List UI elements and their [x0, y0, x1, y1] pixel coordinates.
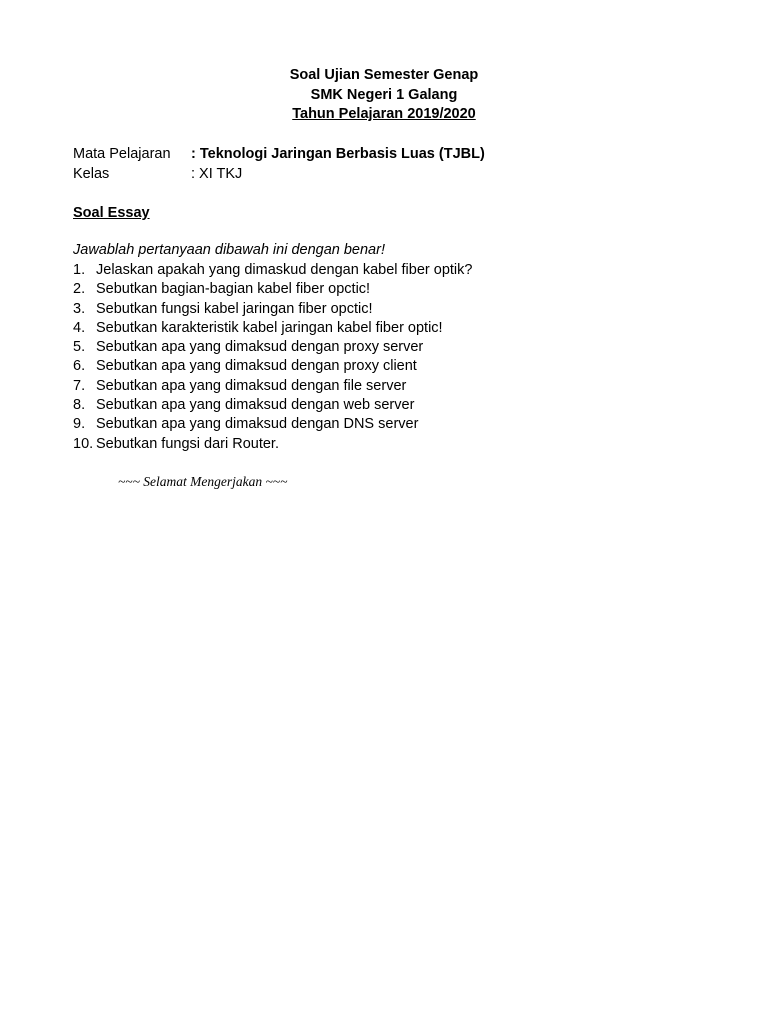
question-number: 6.	[73, 358, 86, 375]
question-item	[73, 415, 472, 434]
question-text: Sebutkan apa yang dimaksud dengan proxy client	[96, 358, 417, 375]
question-text: Sebutkan apa yang dimaksud dengan proxy server	[96, 339, 424, 356]
question-number: 5.	[73, 339, 86, 356]
question-number: 1.	[73, 262, 86, 278]
question-item	[73, 261, 472, 280]
question-text: Sebutkan fungsi dari Router.	[96, 435, 279, 452]
class-row	[73, 164, 485, 184]
question-item	[73, 435, 472, 454]
class-label: Kelas	[73, 166, 110, 182]
question-number: 4.	[73, 319, 86, 336]
academic-year: Tahun Pelajaran 2019/2020	[292, 106, 476, 122]
question-list	[73, 261, 472, 454]
subject-value: : Teknologi Jaringan Berbasis Luas (TJBL)	[191, 146, 485, 162]
question-text: Sebutkan apa yang dimaksud dengan file server	[96, 377, 407, 394]
question-text: Jelaskan apakah yang dimaskud dengan kabel fiber optik?	[96, 262, 473, 278]
instruction-text: Jawablah pertanyaan dibawah ini dengan benar!	[73, 242, 385, 258]
closing-message: ~~~ Selamat Mengerjakan ~~~	[118, 474, 288, 489]
question-item	[73, 319, 472, 338]
question-item	[73, 396, 472, 415]
question-text: Sebutkan bagian-bagian kabel fiber opctic!	[96, 281, 371, 298]
question-item	[73, 300, 472, 319]
exam-meta	[73, 144, 485, 184]
question-number: 7.	[73, 377, 86, 394]
question-number: 2.	[73, 281, 86, 298]
question-item	[73, 338, 472, 357]
section-title: Soal Essay	[73, 205, 150, 221]
document-header	[0, 66, 768, 125]
question-text: Sebutkan apa yang dimaksud dengan web server	[96, 397, 415, 414]
class-value: : XI TKJ	[191, 166, 243, 182]
question-text: Sebutkan fungsi kabel jaringan fiber opctic!	[96, 300, 373, 317]
exam-title: Soal Ujian Semester Genap	[289, 67, 479, 83]
question-item	[73, 280, 472, 299]
subject-label: Mata Pelajaran	[73, 146, 171, 162]
subject-row	[73, 144, 485, 164]
question-item	[73, 357, 472, 376]
question-text: Sebutkan apa yang dimaksud dengan DNS server	[96, 416, 419, 433]
school-name: SMK Negeri 1 Galang	[310, 86, 458, 103]
question-number: 3.	[73, 300, 86, 317]
question-number: 10.	[73, 435, 94, 452]
question-text: Sebutkan karakteristik kabel jaringan kabel fiber optic!	[96, 319, 443, 336]
question-number: 8.	[73, 397, 86, 414]
question-item	[73, 377, 472, 396]
question-number: 9.	[73, 416, 86, 433]
